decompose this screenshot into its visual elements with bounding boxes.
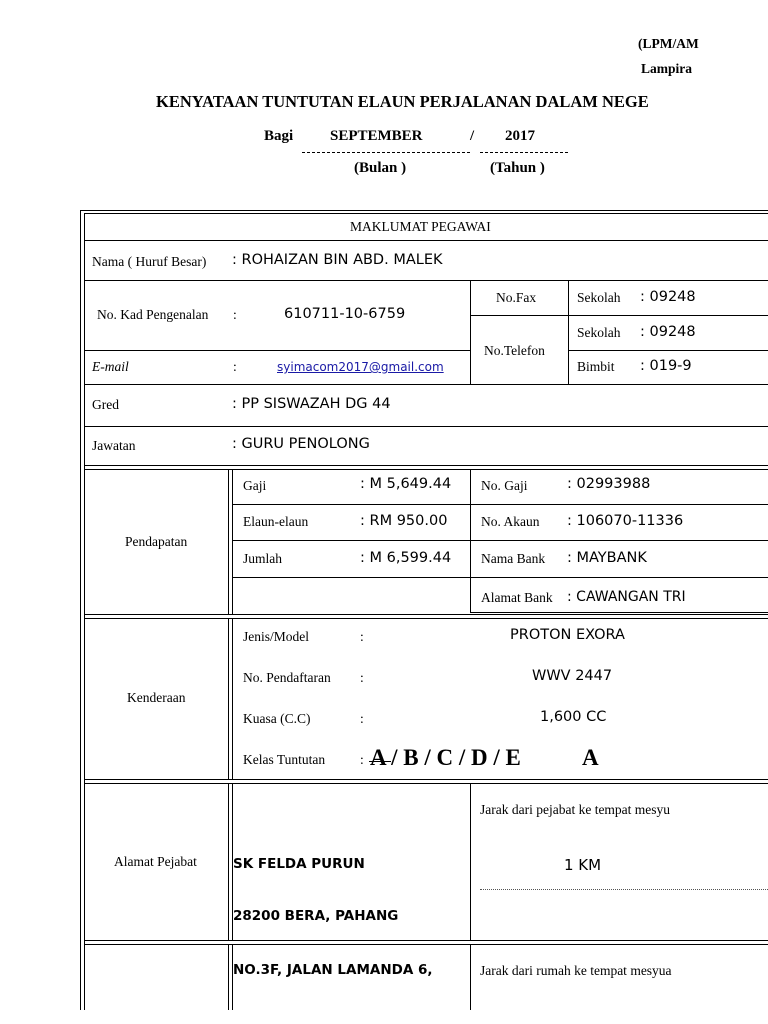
no-akaun-value[interactable]: : 106070-11336 (567, 513, 684, 529)
ic-value[interactable]: 610711-10-6759 (284, 306, 406, 322)
ic-label: No. Kad Pengenalan (97, 307, 209, 322)
year-underline (480, 152, 568, 153)
kelas-tuntutan-value[interactable]: A (582, 745, 599, 770)
pejabat-line2[interactable]: 28200 BERA, PAHANG (233, 908, 399, 924)
kuasa-label: Kuasa (C.C) (243, 711, 311, 726)
attachment-label: Lampira (641, 61, 693, 76)
alamat-bank-value[interactable]: : CAWANGAN TRI (567, 589, 686, 605)
jarak-rumah-label: Jarak dari rumah ke tempat mesyua (480, 963, 672, 978)
no-pendaftaran-value[interactable]: WWV 2447 (532, 668, 613, 684)
email-colon: : (233, 359, 237, 374)
kelas-tuntutan-options: A / B / C / D / E (370, 745, 521, 770)
bagi-label: Bagi (264, 128, 294, 144)
telefon-bimbit-value[interactable]: : 019-9 (640, 358, 692, 374)
telefon-label: No.Telefon (484, 343, 545, 358)
telefon-sekolah-label: Sekolah (577, 325, 621, 340)
alamat-pejabat-label: Alamat Pejabat (114, 854, 197, 869)
jenis-model-value[interactable]: PROTON EXORA (510, 627, 625, 643)
telefon-sekolah-value[interactable]: : 09248 (640, 324, 696, 340)
fax-sekolah-label: Sekolah (577, 290, 621, 305)
ic-colon: : (233, 307, 237, 322)
jarak-pejabat-label: Jarak dari pejabat ke tempat mesyu (480, 802, 671, 817)
pendapatan-label: Pendapatan (125, 534, 188, 549)
no-akaun-label: No. Akaun (481, 514, 540, 529)
alamat-bank-label: Alamat Bank (481, 590, 553, 605)
form-title: KENYATAAN TUNTUTAN ELAUN PERJALANAN DALAM NEGE (156, 92, 649, 111)
month-underline (302, 152, 470, 153)
date-separator: / (470, 128, 475, 144)
month-caption: (Bulan ) (354, 160, 407, 176)
year-caption: (Tahun ) (490, 160, 545, 176)
fax-value[interactable]: : 09248 (640, 289, 696, 305)
no-pendaftaran-label: No. Pendaftaran (243, 670, 331, 685)
kuasa-value[interactable]: 1,600 CC (540, 709, 607, 725)
form-reference-code: (LPM/AM (638, 36, 699, 51)
kelas-tuntutan-label: Kelas Tuntutan (243, 752, 326, 767)
nama-bank-value[interactable]: : MAYBANK (567, 550, 647, 566)
rumah-line1[interactable]: NO.3F, JALAN LAMANDA 6, (233, 962, 433, 978)
jumlah-value[interactable]: : M 6,599.44 (360, 550, 452, 566)
pejabat-line1[interactable]: SK FELDA PURUN (233, 856, 365, 872)
fax-label: No.Fax (496, 290, 537, 305)
jawatan-label: Jawatan (92, 438, 136, 453)
claim-month: SEPTEMBER (330, 128, 423, 144)
kelas-strikethrough (369, 761, 391, 762)
no-gaji-label: No. Gaji (481, 478, 528, 493)
no-pendaftaran-colon: : (360, 670, 364, 685)
gred-label: Gred (92, 397, 119, 412)
gred-value[interactable]: : PP SISWAZAH DG 44 (232, 396, 391, 412)
jenis-model-colon: : (360, 629, 364, 644)
kenderaan-label: Kenderaan (127, 690, 186, 705)
email-link[interactable]: syimacom2017@gmail.com (277, 360, 444, 374)
jumlah-label: Jumlah (243, 551, 282, 566)
nama-bank-label: Nama Bank (481, 551, 546, 566)
elaun-label: Elaun-elaun (243, 514, 309, 529)
claim-year: 2017 (505, 128, 535, 144)
no-gaji-value[interactable]: : 02993988 (567, 476, 651, 492)
jarak-pejabat-value[interactable]: 1 KM (564, 856, 602, 874)
elaun-value[interactable]: : RM 950.00 (360, 513, 448, 529)
nama-label: Nama ( Huruf Besar) (92, 254, 207, 269)
email-label: E-mail (92, 359, 129, 374)
jenis-model-label: Jenis/Model (243, 629, 309, 644)
telefon-bimbit-label: Bimbit (577, 359, 615, 374)
nama-value[interactable]: : ROHAIZAN BIN ABD. MALEK (232, 252, 443, 268)
gaji-value[interactable]: : M 5,649.44 (360, 476, 452, 492)
gaji-label: Gaji (243, 478, 267, 493)
kuasa-colon: : (360, 711, 364, 726)
kelas-tuntutan-colon: : (360, 752, 364, 767)
section-title: MAKLUMAT PEGAWAI (350, 219, 491, 234)
jawatan-value[interactable]: : GURU PENOLONG (232, 436, 370, 452)
